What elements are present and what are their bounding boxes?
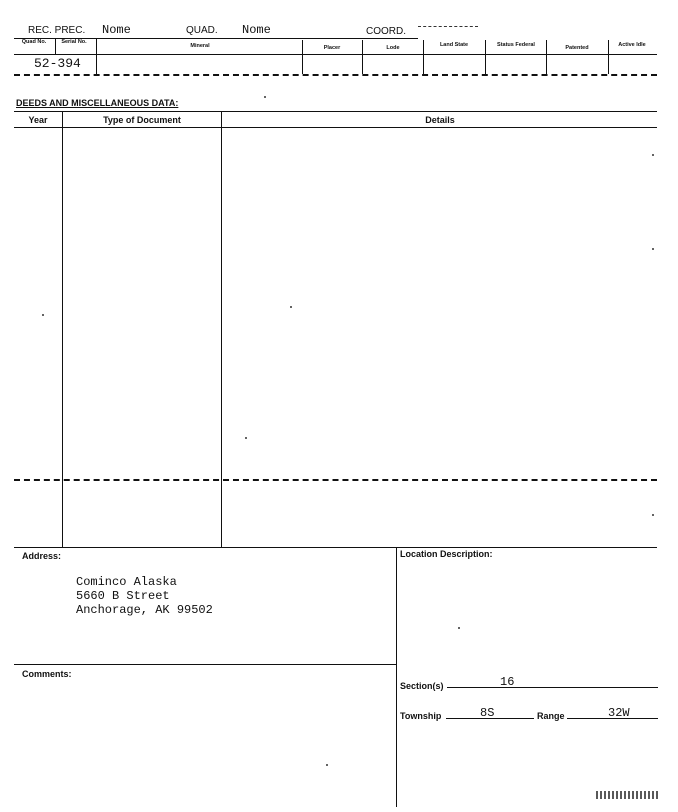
location-label: Location Description: xyxy=(400,549,493,559)
col-header-rule xyxy=(14,54,657,55)
scan-speck xyxy=(652,248,654,250)
township-value: 8S xyxy=(480,706,495,720)
col-type-of-document: Type of Document xyxy=(103,115,181,125)
address-line: Anchorage, AK 99502 xyxy=(76,603,213,617)
scan-speck xyxy=(42,314,44,316)
comments-label: Comments: xyxy=(22,669,72,679)
deeds-title: DEEDS AND MISCELLANEOUS DATA: xyxy=(16,98,179,108)
range-label: Range xyxy=(537,711,565,721)
divider xyxy=(546,40,547,74)
deeds-divider-year xyxy=(62,111,63,548)
address-top-rule xyxy=(14,547,657,548)
sections-value: 16 xyxy=(500,675,515,689)
col-land-state: Land State xyxy=(439,42,469,48)
scan-speck xyxy=(652,154,654,156)
divider xyxy=(362,40,363,74)
coord-label: COORD. xyxy=(366,26,406,37)
coord-blank-line xyxy=(418,26,478,27)
rec-prec-value: Nome xyxy=(102,23,131,37)
address-block xyxy=(76,575,213,617)
address-label: Address: xyxy=(22,551,62,561)
address-line: Cominco Alaska xyxy=(76,575,177,589)
scan-speck xyxy=(458,627,460,629)
divider xyxy=(423,40,424,74)
rec-prec-label: REC. PREC. xyxy=(28,25,86,36)
col-lode: Lode xyxy=(386,45,400,51)
col-details: Details xyxy=(425,115,455,125)
scan-speck xyxy=(290,306,292,308)
township-label: Township xyxy=(400,711,442,721)
deeds-divider-type xyxy=(221,111,222,548)
divider xyxy=(55,38,56,54)
scan-speck xyxy=(245,437,247,439)
col-patented: Patented xyxy=(565,45,589,51)
divider xyxy=(96,38,97,74)
divider xyxy=(608,40,609,74)
scan-smudge xyxy=(596,791,658,799)
comments-top-rule xyxy=(14,664,396,665)
col-year: Year xyxy=(28,115,48,125)
divider xyxy=(302,40,303,74)
scan-speck xyxy=(652,514,654,516)
quad-value: Nome xyxy=(242,23,271,37)
col-quad-no: Quad No. xyxy=(21,39,47,45)
deeds-top-rule xyxy=(14,111,657,112)
address-line: 5660 B Street xyxy=(76,589,170,603)
deeds-header-rule xyxy=(14,127,657,128)
sections-line xyxy=(447,687,658,688)
scan-speck xyxy=(326,764,328,766)
col-placer: Placer xyxy=(323,45,341,51)
quad-serial-value: 52-394 xyxy=(34,56,81,71)
col-serial-no: Serial No. xyxy=(61,39,87,45)
range-value: 32W xyxy=(608,706,630,720)
sections-label: Section(s) xyxy=(400,681,444,691)
quad-label: QUAD. xyxy=(186,25,218,36)
col-active-idle: Active Idle xyxy=(618,42,646,48)
divider xyxy=(485,40,486,74)
address-location-divider xyxy=(396,547,397,807)
record-dashed-rule xyxy=(14,74,657,76)
deeds-dashed-rule xyxy=(14,479,657,481)
scan-speck xyxy=(264,96,266,98)
col-mineral: Mineral xyxy=(190,43,210,49)
col-status-federal: Status Federal xyxy=(497,42,535,48)
